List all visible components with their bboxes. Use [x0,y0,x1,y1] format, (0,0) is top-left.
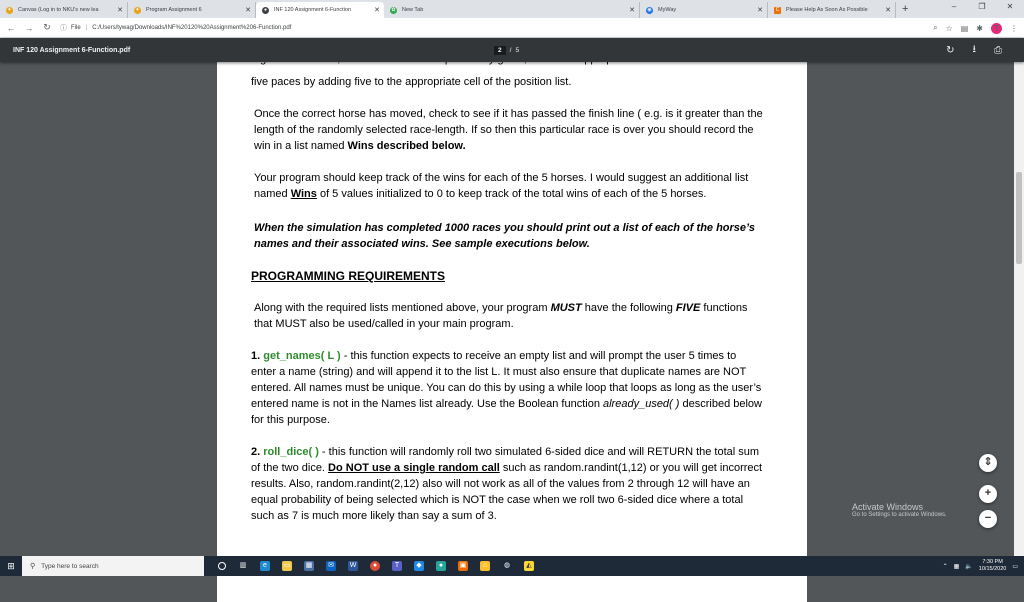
puzzle-icon[interactable]: ✱ [976,23,983,33]
word-icon[interactable]: W [349,562,357,569]
scrollbar[interactable] [1014,62,1024,556]
window-controls [940,0,1024,18]
tab-title: Please Help As Soon As Possible [786,7,868,13]
page-indicator: 2 / 5 [494,44,519,56]
search-icon: ⚲ [30,563,36,570]
canvas-icon: ✦ [7,7,12,13]
mail-icon[interactable]: ✉ [326,561,336,571]
zoom-icon[interactable]: ⌕ [933,23,938,32]
close-tab-icon[interactable]: ✕ [374,7,380,14]
tab-title: Program Assignment 6 [146,7,202,13]
myway-icon: ◉ [647,7,652,13]
pdf-page [217,42,807,602]
app-icon[interactable]: ◭ [524,561,534,571]
newtab-icon: ✿ [391,7,396,13]
total-pages: 5 [515,46,520,54]
rotate-icon[interactable]: ↻ [946,44,955,56]
photos-icon[interactable]: ◆ [414,561,424,571]
paragraph-wins-list: Your program should keep track of the wins for each of the 5 horses. I would suggest an additional list named Wins of 5 values initialized to 0 to keep track of the total wins of each of the 5 horses. [254,172,749,200]
chrome-icon[interactable]: ● [370,561,380,571]
steam-icon[interactable]: ◍ [503,562,511,569]
file-scheme-label: File [71,24,81,31]
pdf-title: INF 120 Assignment 6-Function.pdf [13,46,131,54]
info-icon[interactable]: ⓘ [60,24,67,32]
app-icon[interactable]: ● [436,561,446,571]
tab-myway[interactable] [640,2,768,18]
canvas-icon: ✦ [135,7,140,13]
navigation-bar [0,18,1024,38]
back-arrow-icon[interactable]: ← [6,22,16,33]
paragraph-finish-line: Once the correct horse has moved, check to see if it has passed the finish line ( e.g. is it greater than the length of the randomly selected race-length. If so then this particular race is over you should record the win in a list named Wins described below. [254,108,763,152]
pdf-tools [946,38,1002,62]
current-page-input[interactable]: 2 [494,46,506,55]
chrome-icon: ● [263,7,268,13]
clock[interactable]: 7:30 PM 10/15/2020 [978,559,1007,572]
restore-icon[interactable]: ❐ [978,2,986,11]
close-tab-icon[interactable]: ✕ [629,7,635,14]
tab-title: Canvas (Log in to NKU's new lea [18,7,99,13]
paragraph-move-horse: five paces by adding five to the appropriate cell of the position list. [251,76,572,88]
tab-title: INF 120 Assignment 6-Function [274,7,352,13]
cortana-icon[interactable] [218,562,226,570]
close-window-icon[interactable]: ✕ [1006,2,1014,11]
tab-title: MyWay [658,7,677,13]
zoom-in-button[interactable]: + [979,485,997,503]
toolbar-actions [933,18,1018,38]
address-bar[interactable]: ⓘ File | C:/Users/tywag/Downloads/INF%20120%20Assignment%206-Function.pdf [60,24,292,32]
taskbar-search-box[interactable] [22,556,204,576]
app-icon[interactable]: ⌂ [480,561,490,571]
chevron-up-icon[interactable]: ⌃ [942,563,948,570]
scrollbar-thumb[interactable] [1016,172,1022,264]
close-tab-icon[interactable]: ✕ [885,7,891,14]
teams-icon[interactable]: T [392,561,402,571]
close-tab-icon[interactable]: ✕ [757,7,763,14]
tab-program-assignment[interactable] [128,2,256,18]
extension-icon[interactable]: ▤ [960,23,969,33]
section-heading: PROGRAMMING REQUIREMENTS [251,269,446,283]
tab-canvas-login[interactable] [0,2,128,18]
paragraph-simulation-complete: When the simulation has completed 1000 races you should print out a list of each of the horse’s names and their associated wins. See sample executions below. [254,222,756,250]
paragraph-required-functions: Along with the required lists mentioned above, your program MUST have the following FIVE functions that MUST also be used/called in your main program. [254,302,748,330]
tab-strip [0,0,1024,18]
tab-pdf-active[interactable] [256,2,384,18]
new-tab-button[interactable]: + [902,3,909,15]
close-tab-icon[interactable]: ✕ [245,7,251,14]
download-icon[interactable]: ⭳ [972,43,976,55]
url-text[interactable]: C:/Users/tywag/Downloads/INF%20120%20Assignment%206-Function.pdf [92,24,292,31]
windows-taskbar [0,556,1024,576]
page-content [251,58,763,524]
edge-icon[interactable]: e [260,561,270,571]
tab-new-tab[interactable] [384,2,640,18]
notifications-icon[interactable]: ▭ [1012,563,1018,570]
zoom-out-button[interactable]: − [979,510,997,528]
file-explorer-icon[interactable]: ▭ [283,562,291,569]
star-icon[interactable]: ☆ [945,23,953,33]
chegg-icon: C [775,7,780,13]
close-tab-icon[interactable]: ✕ [117,7,123,14]
task-view-icon[interactable]: ▥ [239,562,247,569]
fit-to-page-button[interactable]: ⇕ [979,454,997,472]
store-icon[interactable]: ▦ [305,562,313,569]
windows-start-icon[interactable]: ⊞ [7,560,15,571]
menu-icon[interactable]: ⋮ [1010,23,1018,33]
minimize-icon[interactable]: – [951,2,957,11]
pdf-viewer [0,62,1024,556]
reload-icon[interactable]: ↻ [43,22,51,32]
taskbar-apps [218,561,534,571]
print-icon[interactable]: ⎙ [994,44,1002,56]
pdf-toolbar [0,38,1024,62]
calendar-icon[interactable]: ▣ [459,562,467,569]
volume-icon[interactable]: 🔈 [965,563,973,570]
system-tray [943,556,1024,576]
tab-title: New Tab [402,7,424,13]
tab-chegg[interactable] [768,2,896,18]
network-icon[interactable]: ▦ [953,563,960,570]
requirement-roll-dice: 2. roll_dice( ) - this function will randomly roll two simulated 6-sided dice and will RETURN the total sum of the two dice. Do NOT use a single random call such as random.randint(1,12) or you will get incorrect results. Also, random.randint(2,12) also will not work as all of the values from 2 through 12 will have an equal probability of being selected which is NOT the case when we roll two 6-sided dice where a total such as 7 is much more likely than say a sum of 3. [251,446,763,522]
requirement-get-names: 1. get_names( L ) - this function expects to receive an empty list and will prompt the user 5 times to enter a name (string) and will append it to the list L. It must also ensure that duplicate names are NOT entered. All names must be unique. You can do this by using a while loop that loops as long as the user’s entered name is not in the Names list already. Use the Boolean function already_used( ) described below for this purpose. [251,350,762,426]
search-placeholder: Type here to search [41,562,99,570]
forward-arrow-icon[interactable]: → [24,22,34,33]
activate-windows-watermark: Activate Windows Go to Settings to activate Windows. [852,502,947,518]
profile-avatar[interactable]: T [991,23,1002,34]
